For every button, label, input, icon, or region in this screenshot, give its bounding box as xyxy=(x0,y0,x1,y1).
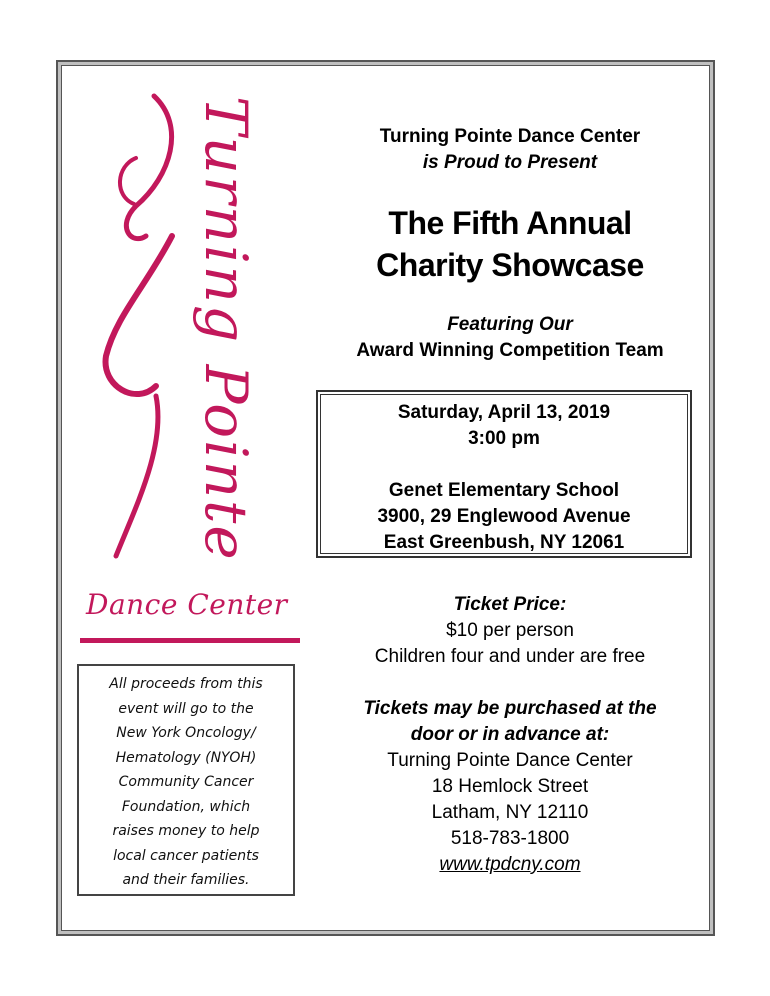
featuring-line-1: Featuring Our xyxy=(447,314,573,335)
event-venue: Genet Elementary School xyxy=(388,480,620,501)
event-title xyxy=(300,202,720,286)
event-date: Saturday, April 13, 2019 xyxy=(397,402,611,423)
spacer xyxy=(318,452,690,478)
proceeds-line: Foundation, which xyxy=(121,798,251,815)
purchase-heading-2: door or in advance at: xyxy=(410,724,610,745)
dancer-stroke-top xyxy=(126,96,171,239)
title-line-1: The Fifth Annual xyxy=(388,205,632,241)
event-time: 3:00 pm xyxy=(468,428,540,449)
proceeds-line: Community Cancer xyxy=(118,774,254,790)
event-details-box xyxy=(316,390,692,558)
presenter-block xyxy=(300,124,720,176)
purchase-heading-1: Tickets may be purchased at the xyxy=(363,698,657,719)
purchase-block xyxy=(300,696,720,878)
title-line-2: Charity Showcase xyxy=(376,247,644,283)
proceeds-line: local cancer patients xyxy=(113,847,259,864)
purchase-city: Latham, NY 12110 xyxy=(431,802,589,823)
brand-underline xyxy=(80,638,300,643)
ticket-price-heading: Ticket Price: xyxy=(453,594,567,615)
featuring-line-2: Award Winning Competition Team xyxy=(356,340,664,361)
presenter-name: Turning Pointe Dance Center xyxy=(379,126,641,147)
proceeds-line: and their families. xyxy=(122,872,250,888)
dancer-logo-icon xyxy=(76,86,186,586)
website-link[interactable]: www.tpdcny.com xyxy=(439,854,581,875)
dancer-stroke-body xyxy=(106,236,172,394)
proceeds-line: event will go to the xyxy=(118,700,254,717)
ticket-price: $10 per person xyxy=(446,620,574,641)
dancer-stroke-leg xyxy=(116,396,158,556)
dancer-stroke-head xyxy=(120,158,136,204)
proceeds-line: Hematology (NYOH) xyxy=(115,749,257,766)
proceeds-box xyxy=(77,664,295,896)
event-city: East Greenbush, NY 12061 xyxy=(383,532,625,553)
ticket-price-block xyxy=(300,592,720,670)
proceeds-line: All proceeds from this xyxy=(109,676,263,692)
purchase-name: Turning Pointe Dance Center xyxy=(387,750,633,771)
brand-vertical-text: Turning Pointe xyxy=(192,96,260,562)
proceeds-line: raises money to help xyxy=(112,823,260,839)
ticket-children: Children four and under are free xyxy=(374,646,646,667)
purchase-street: 18 Hemlock Street xyxy=(431,776,589,797)
event-street: 3900, 29 Englewood Avenue xyxy=(377,506,631,527)
purchase-phone: 518-783-1800 xyxy=(450,828,570,849)
brand-subtitle: Dance Center xyxy=(86,588,288,621)
proceeds-line: New York Oncology/ xyxy=(116,725,256,741)
featuring-block xyxy=(300,312,720,364)
presenter-tagline: is Proud to Present xyxy=(422,152,598,173)
